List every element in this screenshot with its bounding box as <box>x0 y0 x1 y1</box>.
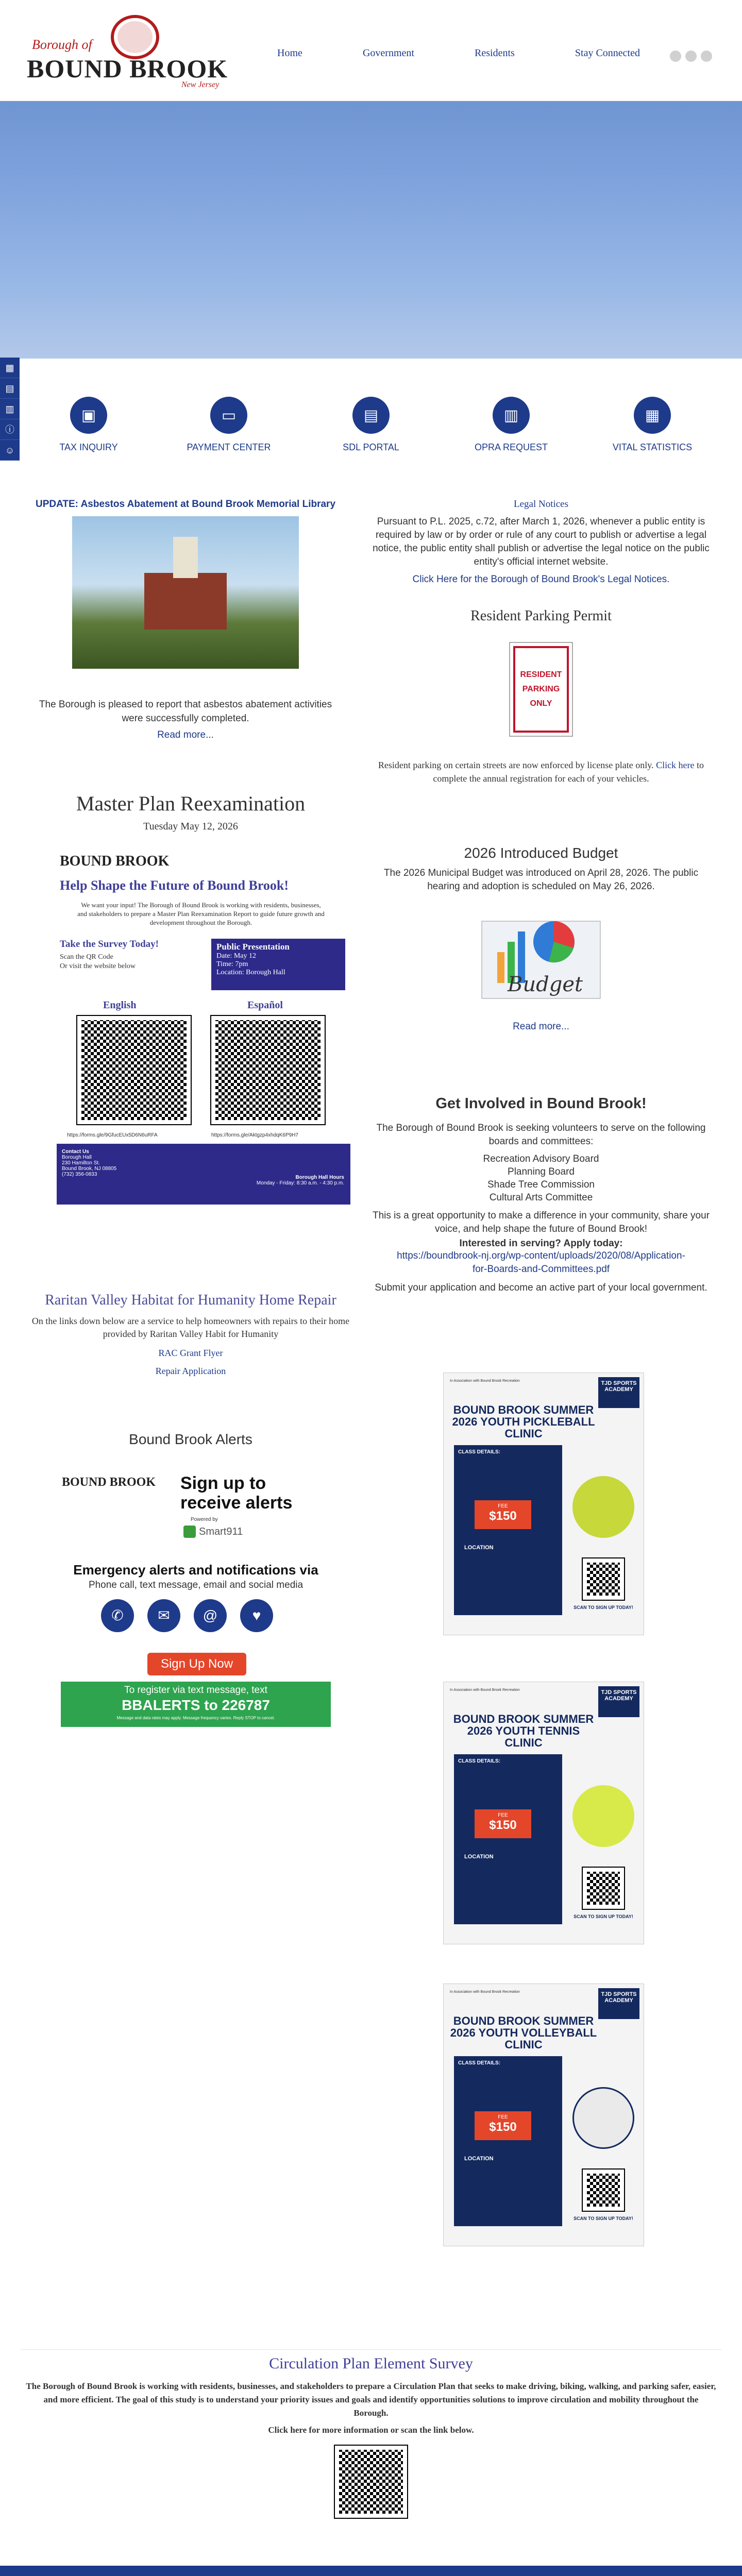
logo-sub-text: New Jersey <box>181 80 220 89</box>
clinic-fee-box <box>475 1500 531 1529</box>
legal-notices-text: Pursuant to P.L. 2025, c.72, after March 1, 2026, whenever a public entity is required by law or by order or rule of any court to publish or advertise a legal notice, the public entity shall publish or advertise the legal notice on the public entity's official internet website. <box>373 516 710 567</box>
espanol-label: Español <box>247 999 283 1011</box>
alerts-signup: Sign up to receive alerts <box>180 1473 293 1513</box>
document-icon[interactable]: ▥ <box>0 399 20 419</box>
pres-location: Location: Borough Hall <box>216 969 285 976</box>
clinic-title: BOUND BROOK SUMMER 2026 YOUTH TENNIS CLINIC <box>453 1713 594 1749</box>
clinic-fee-box <box>475 2111 531 2140</box>
master-plan-flyer[interactable] <box>57 850 350 1247</box>
flyer-hours-text: Monday - Friday: 8:30 a.m. - 4:30 p.m. <box>256 1180 344 1186</box>
flyer-scan: Scan the QR Code <box>60 953 113 961</box>
phone-icon: ✆ <box>101 1599 134 1632</box>
alerts-section <box>31 1431 350 1448</box>
calendar-icon[interactable]: ▦ <box>0 358 20 378</box>
get-involved-text: The Borough of Bound Brook is seeking volunteers to serve on the following boards and committees: <box>376 1123 706 1147</box>
nav-residents[interactable]: Residents <box>475 47 515 59</box>
main-nav <box>268 47 649 59</box>
alerts-logo: BOUND BROOK <box>62 1476 156 1489</box>
quick-link-vital-statistics[interactable] <box>601 397 704 453</box>
tjd-logo: TJD SPORTS ACADEMY <box>598 1377 639 1408</box>
flyer-survey: Take the Survey Today! <box>60 939 159 950</box>
logo-top-text: Borough of <box>32 37 92 52</box>
clinic-location: LOCATION <box>464 1854 494 1860</box>
presentation-box <box>211 939 345 990</box>
text-register-box <box>61 1682 331 1727</box>
smart911-logo <box>183 1524 250 1539</box>
flyer-visit: Or visit the website below <box>60 962 136 970</box>
quick-link-label: TAX INQUIRY <box>59 442 118 452</box>
clinic-fee-label: FEE <box>498 1812 508 1818</box>
pres-date: Date: May 12 <box>216 952 256 960</box>
clinic-fee-label: FEE <box>498 1503 508 1509</box>
records-icon: ▦ <box>634 397 671 434</box>
master-plan-section <box>31 791 350 833</box>
clinic-partner: In Association with Bound Brook Recreation <box>450 1688 520 1692</box>
clinic-partner: In Association with Bound Brook Recreation <box>450 1990 520 1994</box>
url-espanol: https://forms.gle/Aktgzp4xhdqK6P9H7 <box>211 1132 298 1138</box>
budget-text: The 2026 Municipal Budget was introduced on April 28, 2026. The public hearing and adoption is scheduled on May 26, 2026. <box>383 868 699 892</box>
clinic-flyer-volleyball[interactable] <box>443 1984 644 2246</box>
parking-text <box>371 758 711 785</box>
board-item: Shade Tree Commission <box>487 1179 595 1190</box>
clinic-partner: In Association with Bound Brook Recreation <box>450 1379 520 1383</box>
quick-link-label: SDL PORTAL <box>343 442 399 452</box>
clinic-info-panel <box>454 1445 562 1615</box>
board-item: Recreation Advisory Board <box>483 1154 599 1164</box>
clinic-fee: $150 <box>489 2120 517 2134</box>
sign-line: PARKING <box>522 685 560 693</box>
clinic-ball-image <box>572 2087 634 2149</box>
borough-logo[interactable] <box>27 12 243 90</box>
clinic-info-panel <box>454 2056 562 2226</box>
pres-title: Public Presentation <box>216 942 290 952</box>
asbestos-article <box>31 499 340 741</box>
sign-up-now-button[interactable]: Sign Up Now <box>147 1653 246 1675</box>
twitter-icon[interactable] <box>685 50 697 62</box>
instagram-icon[interactable] <box>701 50 712 62</box>
application-link[interactable]: https://boundbrook-nj.org/wp-content/uploads/2020/08/Application-for-Boards-and-Committees.pdf <box>397 1250 685 1275</box>
habitat-text: On the links down below are a service to help homeowners with repairs to their home provided by Raritan Valley Habit for Humanity <box>31 1316 350 1339</box>
info-icon[interactable]: ⓘ <box>0 419 20 440</box>
flyer-addr2: Bound Brook, NJ 08805 <box>62 1166 117 1172</box>
clinic-scan: SCAN TO SIGN UP TODAY! <box>574 2216 633 2221</box>
get-involved-section <box>371 1095 711 1295</box>
alerts-powered: Powered by <box>191 1517 218 1522</box>
url-english: https://forms.gle/9GfucEUx5D6N6uRFA <box>67 1132 158 1138</box>
budget-image <box>466 901 616 1019</box>
logo-main-text: BOUND BROOK <box>27 54 228 83</box>
asbestos-title-link[interactable]: UPDATE: Asbestos Abatement at Bound Brook Memorial Library <box>35 499 336 510</box>
master-plan-title: Master Plan Reexamination <box>76 792 306 815</box>
quick-link-opra-request[interactable] <box>460 397 563 453</box>
flyer-addr1: 230 Hamilton St. <box>62 1160 100 1166</box>
parking-text-a: Resident parking on certain streets are now enforced by license plate only. <box>378 760 654 770</box>
apply-label: Interested in serving? Apply today: <box>459 1238 623 1249</box>
flyer-hours-title: Borough Hall Hours <box>295 1175 344 1180</box>
email-icon: @ <box>194 1599 227 1632</box>
site-header <box>0 0 742 101</box>
clinic-qr-code[interactable] <box>583 1868 624 1909</box>
clinic-flyer-pickleball[interactable] <box>443 1372 644 1635</box>
circulation-section <box>21 2349 721 2518</box>
clinic-details: CLASS DETAILS: <box>458 1449 501 1455</box>
tax-icon: ▣ <box>70 397 107 434</box>
budget-read-more[interactable]: Read more... <box>513 1021 569 1032</box>
clinic-qr-code[interactable] <box>583 2170 624 2211</box>
english-label: English <box>103 999 137 1011</box>
quick-link-tax-inquiry[interactable] <box>37 397 140 453</box>
budget-title: 2026 Introduced Budget <box>464 845 618 861</box>
file-icon: ▥ <box>493 397 530 434</box>
get-involved-title: Get Involved in Bound Brook! <box>435 1095 647 1112</box>
get-involved-text2: This is a great opportunity to make a difference in your community, share your voice, and help shape the future of Bound Brook! <box>372 1210 710 1234</box>
circulation-title: Circulation Plan Element Survey <box>269 2355 473 2372</box>
repair-application-link[interactable]: Repair Application <box>155 1366 226 1376</box>
clinic-fee-box <box>475 1809 531 1838</box>
get-involved-text3: Submit your application and become an active part of your local government. <box>375 1282 707 1293</box>
briefcase-icon: ▤ <box>352 397 390 434</box>
tjd-logo: TJD SPORTS ACADEMY <box>598 1686 639 1717</box>
nav-government[interactable]: Government <box>362 47 414 59</box>
nav-home[interactable]: Home <box>277 47 302 59</box>
parking-click-here[interactable]: Click here <box>656 760 695 770</box>
quick-link-payment-center[interactable] <box>177 397 280 453</box>
register-code: BBALERTS to 226787 <box>122 1697 270 1713</box>
qr-code-english[interactable] <box>77 1016 191 1124</box>
circulation-qr-code[interactable] <box>335 2446 407 2518</box>
clinic-details: CLASS DETAILS: <box>458 1758 501 1764</box>
register-text: To register via text message, text <box>124 1685 267 1696</box>
parking-text-b: to complete the annual registration for each of your vehicles. <box>433 760 704 784</box>
grid-icon[interactable]: ▤ <box>0 378 20 399</box>
payment-icon: ▭ <box>210 397 247 434</box>
social-media-icon: ♥ <box>240 1599 273 1632</box>
boards-list <box>371 1153 711 1204</box>
clinic-title: BOUND BROOK SUMMER 2026 YOUTH PICKLEBALL CLINIC <box>452 1403 595 1440</box>
board-item: Planning Board <box>508 1166 575 1177</box>
legal-notices-title[interactable]: Legal Notices <box>513 499 569 510</box>
smart911-text: Smart911 <box>199 1526 243 1537</box>
habitat-section <box>21 1292 361 1377</box>
quick-link-label: VITAL STATISTICS <box>612 442 693 452</box>
social-links <box>670 50 712 62</box>
asbestos-read-more[interactable]: Read more... <box>157 730 214 740</box>
alerts-emergency: Emergency alerts and notifications via <box>73 1562 318 1578</box>
clinic-qr-code[interactable] <box>583 1558 624 1600</box>
quick-link-sdl-portal[interactable] <box>319 397 423 453</box>
board-item: Cultural Arts Committee <box>489 1192 593 1203</box>
clinic-title: BOUND BROOK SUMMER 2026 YOUTH VOLLEYBALL CLINIC <box>450 2014 597 2051</box>
budget-section <box>371 845 711 1032</box>
clinic-fee-label: FEE <box>498 2114 508 2120</box>
circulation-cta[interactable]: Click here for more information or scan the link below. <box>268 2425 474 2435</box>
flyer-headline: Help Shape the Future of Bound Brook! <box>60 878 289 893</box>
flyer-contact-bar <box>57 1144 350 1205</box>
nav-stay-connected[interactable]: Stay Connected <box>575 47 640 59</box>
user-icon[interactable]: ☺ <box>0 440 20 461</box>
facebook-icon[interactable] <box>670 50 681 62</box>
pres-time: Time: 7pm <box>216 960 248 968</box>
accessibility-toolbar <box>0 358 20 461</box>
alert-channels <box>101 1599 273 1632</box>
clinic-flyer-tennis[interactable] <box>443 1682 644 1944</box>
register-fine: Message and data rates may apply. Message frequency varies. Reply STOP to cancel. <box>116 1716 275 1720</box>
sign-line: ONLY <box>530 699 552 708</box>
master-plan-date: Tuesday May 12, 2026 <box>143 821 238 832</box>
clinic-info-panel <box>454 1754 562 1924</box>
flyer-hall: Borough Hall <box>62 1155 92 1160</box>
circulation-text: The Borough of Bound Brook is working with residents, businesses, and stakeholders to prepare a Circulation Plan that seeks to make driving, biking, walking, and parking safer, easier, and more efficient. The goal of this study is to understand your priority issues and goals and identify opportunities solutions to improve circulation and mobility throughout the Borough. <box>26 2381 716 2418</box>
alerts-title: Bound Brook Alerts <box>129 1431 252 1447</box>
clinic-location: LOCATION <box>464 2156 494 2162</box>
quick-link-label: PAYMENT CENTER <box>187 442 271 452</box>
clinic-location: LOCATION <box>464 1545 494 1551</box>
flyer-phone: (732) 356-0833 <box>62 1172 97 1177</box>
tjd-logo: TJD SPORTS ACADEMY <box>598 1988 639 2019</box>
clinic-fee: $150 <box>489 1818 517 1832</box>
legal-notices <box>371 499 711 585</box>
asbestos-text: The Borough is pleased to report that asbestos abatement activities were successfully completed. <box>39 699 332 724</box>
parking-sign <box>510 643 572 736</box>
parking-permit <box>371 608 711 785</box>
library-photo <box>72 516 299 669</box>
clinic-ball-image <box>572 1785 634 1847</box>
habitat-title: Raritan Valley Habitat for Humanity Home Repair <box>45 1292 336 1308</box>
clinic-ball-image <box>572 1476 634 1538</box>
alerts-flyer[interactable] <box>57 1468 335 1731</box>
legal-notices-link[interactable]: Click Here for the Borough of Bound Brook's Legal Notices. <box>412 574 670 585</box>
clinic-scan: SCAN TO SIGN UP TODAY! <box>574 1914 633 1919</box>
rac-grant-flyer-link[interactable]: RAC Grant Flyer <box>158 1348 223 1358</box>
budget-sign: Budget <box>508 973 583 996</box>
flyer-contact-title: Contact Us <box>62 1149 89 1155</box>
qr-code-espanol[interactable] <box>211 1016 325 1124</box>
alerts-via: Phone call, text message, email and social media <box>88 1580 303 1590</box>
quick-link-label: OPRA REQUEST <box>474 442 548 452</box>
clinic-details: CLASS DETAILS: <box>458 2060 501 2066</box>
hero-banner <box>0 101 742 359</box>
flyer-logo: BOUND BROOK <box>60 853 170 869</box>
sign-line: RESIDENT <box>520 670 562 679</box>
flyer-hours <box>257 1175 344 1186</box>
clinic-scan: SCAN TO SIGN UP TODAY! <box>574 1605 633 1610</box>
parking-title: Resident Parking Permit <box>470 608 612 624</box>
flyer-intro: We want your input! The Borough of Bound Brook is working with residents, businesses, and stakeholders to prepare a Master Plan Reexamination Report to guide future growth and development throughout the Borough. <box>77 901 325 926</box>
clinic-fee: $150 <box>489 1509 517 1523</box>
site-footer <box>0 2566 742 2576</box>
message-icon: ✉ <box>147 1599 180 1632</box>
